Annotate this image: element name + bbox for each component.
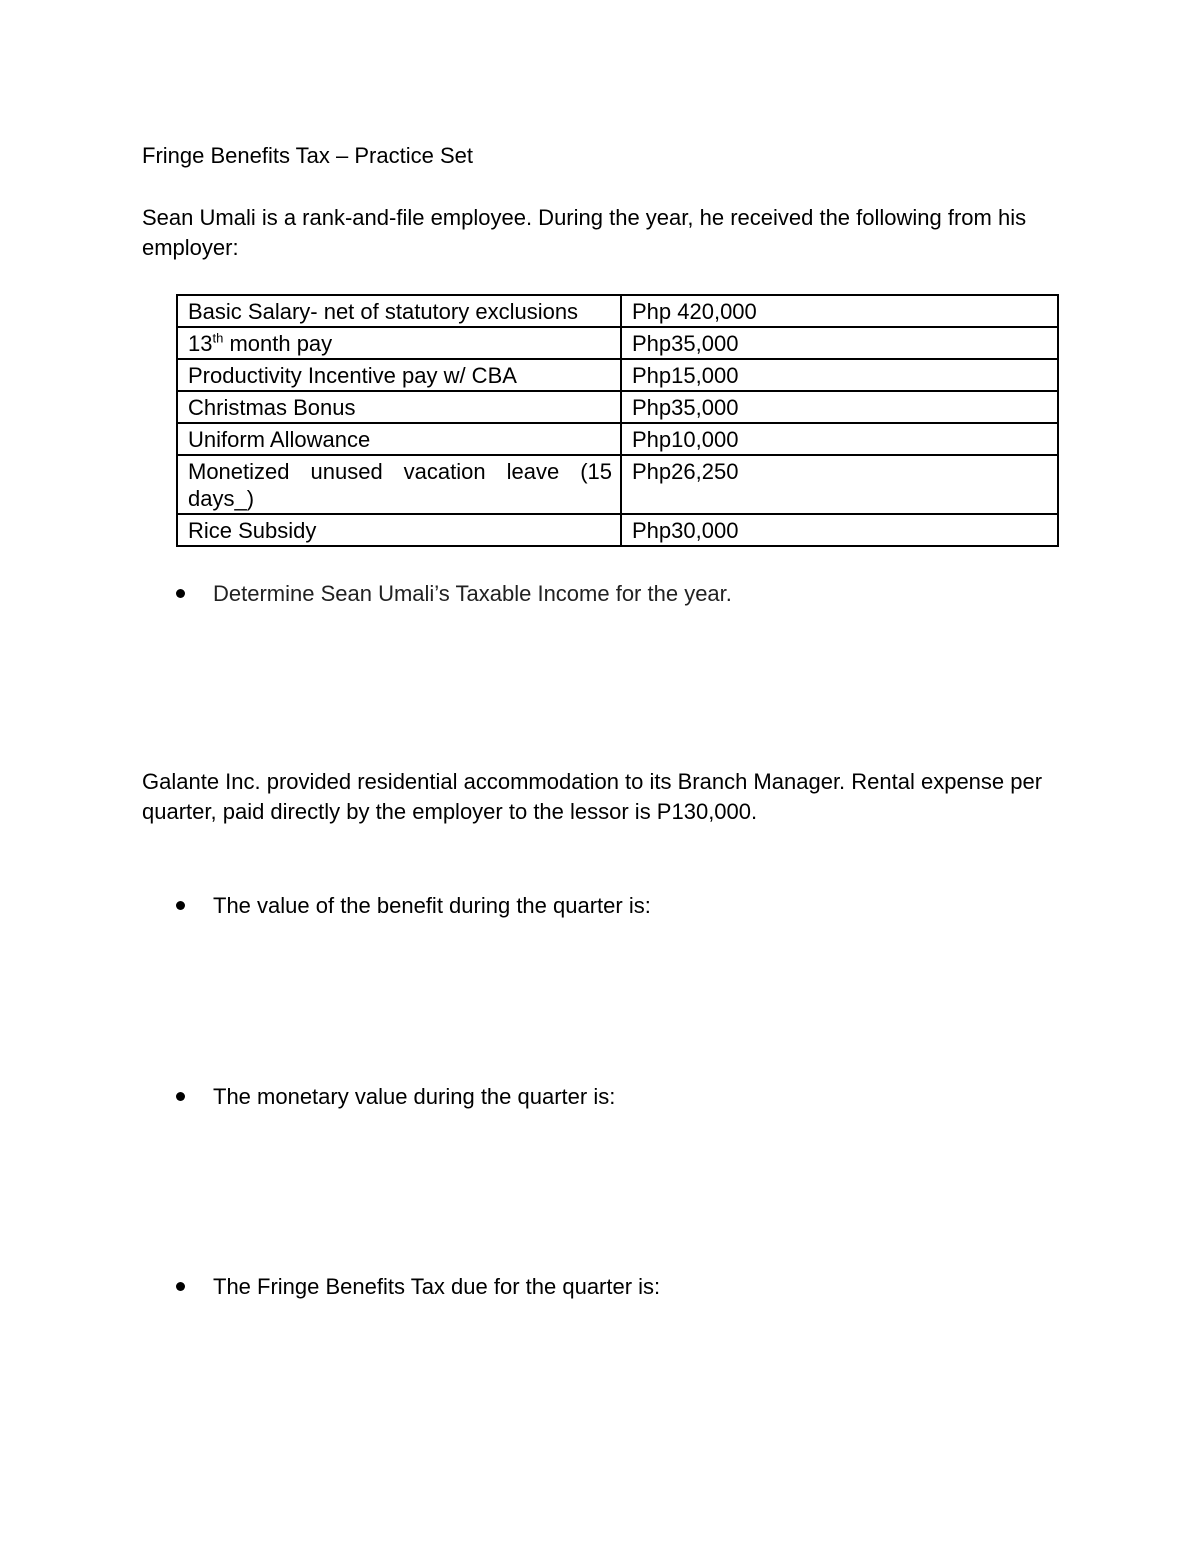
benefit-label: Christmas Bonus <box>177 391 621 423</box>
bullet-icon <box>176 1282 185 1291</box>
benefit-value: Php35,000 <box>621 327 1058 359</box>
benefit-label: Productivity Incentive pay w/ CBA <box>177 359 621 391</box>
table-row <box>177 391 1058 423</box>
document-title: Fringe Benefits Tax – Practice Set <box>142 143 473 168</box>
question-text: Determine Sean Umali’s Taxable Income for the year. <box>213 581 732 606</box>
table-row <box>177 514 1058 546</box>
table-row <box>177 295 1058 327</box>
label-suffix: month pay <box>223 331 333 356</box>
benefit-value: Php10,000 <box>621 423 1058 455</box>
table-row <box>177 455 1058 514</box>
benefit-value: Php35,000 <box>621 391 1058 423</box>
problem1-intro: Sean Umali is a rank-and-file employee. During the year, he received the following from his employer: <box>142 205 1027 260</box>
question-text: The value of the benefit during the quarter is: <box>213 893 651 918</box>
table-row <box>177 327 1058 359</box>
bullet-icon <box>176 589 185 598</box>
bullet-icon <box>176 901 185 910</box>
benefit-label <box>177 327 621 359</box>
problem2-intro: Galante Inc. provided residential accommodation to its Branch Manager. Rental expense per quarter, paid directly by the employer to the lessor is P130,000. <box>142 769 1043 824</box>
label-prefix: 13 <box>188 331 213 356</box>
table-row <box>177 359 1058 391</box>
benefit-label: Monetized unused vacation leave (15 days_) <box>177 455 621 514</box>
benefit-label: Basic Salary- net of statutory exclusions <box>177 295 621 327</box>
benefit-value: Php15,000 <box>621 359 1058 391</box>
bullet-icon <box>176 1092 185 1101</box>
label-superscript: th <box>212 330 224 346</box>
benefit-value: Php 420,000 <box>621 295 1058 327</box>
benefit-label: Rice Subsidy <box>177 514 621 546</box>
question-text: The Fringe Benefits Tax due for the quarter is: <box>213 1274 661 1299</box>
table-row <box>177 423 1058 455</box>
question-text: The monetary value during the quarter is: <box>213 1084 616 1109</box>
benefits-table <box>176 294 1059 547</box>
benefit-value: Php26,250 <box>621 455 1058 514</box>
benefit-value: Php30,000 <box>621 514 1058 546</box>
benefit-label: Uniform Allowance <box>177 423 621 455</box>
